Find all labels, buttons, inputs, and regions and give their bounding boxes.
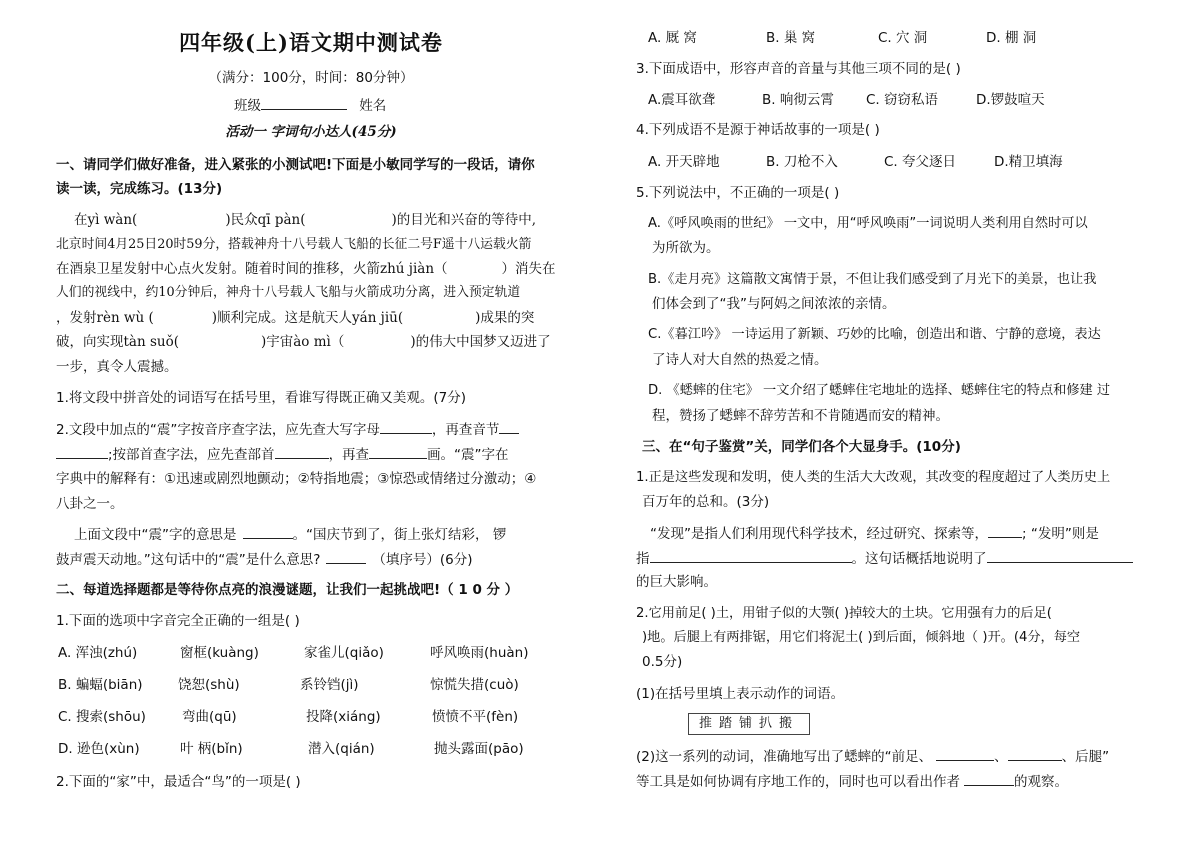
s1-question2-line6 (56, 549, 473, 570)
answer-blank[interactable] (326, 549, 366, 564)
option-item: C. 穴 洞 (878, 30, 928, 46)
question-text: 。“国庆节到了，街上张灯结彩， 锣 (292, 527, 507, 543)
passage-text: )的伟大中国梦又迈进了 (410, 334, 551, 350)
answer-blank[interactable] (369, 444, 427, 459)
class-label: 班级 (234, 98, 261, 114)
question-text: ; “发明”则是 (1022, 526, 1099, 542)
answer-blank[interactable] (380, 419, 432, 434)
answer-blank[interactable] (987, 548, 1133, 563)
option-item: A. 开天辟地 (648, 154, 720, 170)
answer-blank[interactable] (243, 524, 293, 539)
s2-question4: 4.下列成语不是源于神话故事的一项是( ) (636, 122, 880, 138)
question-text: 等工具是如何协调有序地工作的，同时也可以看出作者 (636, 774, 960, 790)
question-text: 。这句话概括地说明了 (851, 551, 987, 567)
option-item: 愤愤不平(fèn) (432, 709, 519, 725)
passage-line1 (74, 210, 536, 230)
question-text: (2)这一系列的动词，准确地写出了蟋蟀的“前足、 (636, 749, 933, 765)
answer-blank[interactable] (936, 746, 994, 761)
option-item: C. 窃窃私语 (866, 92, 939, 108)
option-item: 投降(xiáng) (306, 709, 381, 725)
q5-option-d-line1: D. 《蟋蟀的住宅》 一文介绍了蟋蟀住宅地址的选择、蟋蟀住宅的特点和修建 过 (648, 383, 1111, 398)
passage-text: )宇宙ào mì（ (260, 334, 345, 350)
passage-text: )成果的突 (475, 310, 535, 326)
passage-line5 (56, 308, 534, 328)
q5-option-b-line1: B.《走月亮》这篇散文寓情于景，不但让我们感受到了月光下的美景，也让我 (648, 272, 1097, 287)
answer-blank[interactable] (988, 523, 1022, 538)
q5-option-b-line2: 们体会到了“我”与阿妈之间浓浓的亲情。 (652, 296, 896, 312)
question-text: ，再查 (328, 447, 370, 463)
passage-line3 (56, 259, 556, 279)
option-item: 饶恕(shù) (178, 677, 240, 693)
question-text: 、 (994, 749, 1008, 765)
s1-question2-line1 (56, 419, 519, 440)
answer-blank[interactable] (56, 444, 108, 459)
option-item: C. 夸父逐日 (884, 154, 957, 170)
question-text: 鼓声震天动地。”这句话中的“震”是什么意思? (56, 552, 321, 568)
section1-heading-line1: 一、请同学们做好准备，进入紧张的小测试吧!下面是小敏同学写的一段话，请你 (56, 157, 535, 173)
answer-blank[interactable] (650, 548, 852, 563)
q5-option-a-line2: 为所欲为。 (652, 240, 720, 256)
s1-question2-line5 (74, 524, 506, 545)
question-text: “发现”是指人们利用现代科学技术，经过研究、探索等， (650, 526, 988, 542)
option-item: D. 逊色(xùn) (58, 741, 140, 757)
passage-text: ）消失在 (501, 261, 556, 277)
answer-blank[interactable] (1008, 746, 1062, 761)
s2-question2: 2.下面的“家”中，最适合“鸟”的一项是( ) (56, 774, 301, 790)
question-text: 的观察。 (1014, 774, 1068, 790)
question-text: ;按部首查字法，应先查部首 (108, 447, 275, 463)
passage-line6 (56, 332, 551, 352)
option-item: 惊慌失措(cuò) (430, 677, 519, 693)
s2-question3: 3.下面成语中，形容声音的音量与其他三项不同的是( ) (636, 61, 961, 77)
question-text: 上面文段中“震”字的意思是 (74, 527, 237, 543)
question-text: 、后腿” (1061, 749, 1110, 765)
passage-text: )顺利完成。这是航天人yán jiū( (211, 310, 404, 326)
s3-question2-line3: 0.5分) (642, 654, 683, 670)
passage-text: 在yì wàn( (74, 212, 138, 228)
question-text: 2.文段中加点的“震”字按音序查字法，应先查大写字母 (56, 422, 380, 438)
question-text: 画。“震”字在 (427, 447, 509, 463)
option-item: 窗框(kuàng) (180, 645, 259, 661)
option-item: B. 刀枪不入 (766, 154, 838, 170)
s3-question2-line2: )地。后腿上有两排锯，用它们将泥土( )到后面，倾斜地（ )开。(4分，每空 (642, 630, 1081, 645)
option-item: B. 蝙蝠(biān) (58, 677, 143, 693)
s3-question2-line1: 2.它用前足( )土，用钳子似的大颚( )掉较大的土块。它用强有力的后足( (636, 606, 1052, 621)
option-item: D.精卫填海 (994, 154, 1063, 170)
passage-text: 破，向实现tàn suǒ( (56, 334, 179, 350)
passage-line7: 一步，真令人震撼。 (56, 359, 178, 375)
class-name-line (234, 95, 386, 116)
section3-heading: 三、在“句子鉴赏”关，同学们各个大显身手。(10分) (642, 439, 961, 455)
option-item: A.震耳欲聋 (648, 92, 716, 108)
question-text: ，再查音节 (431, 422, 500, 438)
s2-question1: 1.下面的选项中字音完全正确的一组是( ) (56, 613, 300, 629)
option-item: 系铃铛(jì) (300, 677, 359, 693)
section2-heading: 二、每道选择题都是等待你点亮的浪漫谜题，让我们一起挑战吧!（ 1 0 分 ） (56, 582, 519, 598)
q5-option-c-line1: C.《暮江吟》 一诗运用了新颖、巧妙的比喻，创造出和谐、宁静的意境，表达 (648, 327, 1101, 342)
s3-question1-line4 (636, 548, 1133, 569)
passage-text: )的目光和兴奋的等待中, (391, 212, 537, 228)
option-item: B. 巢 窝 (766, 30, 816, 46)
question-text: 指 (636, 551, 650, 567)
exam-subtitle: （满分：100分，时间：80分钟） (208, 70, 414, 86)
page-title: 四年级(上)语文期中测试卷 (179, 30, 443, 55)
section1-heading-line2: 读一读，完成练习。(13分) (56, 181, 223, 197)
passage-text: 在酒泉卫星发射中心点火发射。随着时间的推移，火箭zhú jiàn（ (56, 261, 448, 277)
option-item: 家雀儿(qiǎo) (304, 645, 384, 661)
s3-question1-line3 (650, 523, 1099, 544)
answer-blank[interactable] (499, 419, 519, 434)
option-item: 潜入(qián) (308, 741, 375, 757)
s3-question2-sub1: (1)在括号里填上表示动作的词语。 (636, 686, 845, 702)
s1-question1: 1.将文段中拼音处的词语写在括号里，看谁写得既正确又美观。(7分) (56, 390, 467, 406)
option-item: 呼风唤雨(huàn) (430, 645, 529, 661)
option-item: A. 厩 窝 (648, 30, 697, 46)
s3-question2-sub2-line1 (636, 746, 1109, 767)
s3-question1-line2: 百万年的总和。(3分) (642, 494, 770, 510)
question-text: （填序号）(6分) (372, 552, 473, 568)
s1-question2-line4: 八卦之一。 (56, 496, 124, 512)
q5-option-a-line1: A.《呼风唤雨的世纪》 一文中，用“呼风唤雨”一词说明人类利用自然时可以 (648, 216, 1088, 231)
s3-question1-line5: 的巨大影响。 (636, 574, 717, 590)
s3-question1-line1: 1.正是这些发现和发明，使人类的生活大大改观，其改变的程度超过了人类历史上 (636, 470, 1111, 485)
passage-line4: 人们的视线中，约10分钟后，神舟十八号载人飞船与火箭成功分离，进入预定轨道 (56, 285, 521, 300)
option-item: D. 棚 洞 (986, 30, 1037, 46)
option-item: 抛头露面(pāo) (434, 741, 524, 757)
passage-line2: 北京时间4月25日20时59分，搭载神舟十八号载人飞船的长征二号F遥十八运载火箭 (56, 237, 532, 252)
class-blank[interactable] (261, 95, 347, 110)
s3-question2-sub2-line2 (636, 771, 1068, 792)
s1-question2-line3: 字典中的解释有：①迅速或剧烈地颤动；②特指地震；③惊恐或情绪过分激动；④ (56, 471, 537, 487)
option-item: C. 搜索(shōu) (58, 709, 146, 725)
s2-question5: 5.下列说法中，不正确的一项是( ) (636, 185, 840, 201)
option-item: 叶 柄(bǐn) (180, 741, 243, 757)
word-bank-box: 推踏铺扒搬 (688, 713, 810, 735)
option-item: 弯曲(qū) (182, 709, 237, 725)
s1-question2-line2 (56, 444, 509, 465)
option-item: B. 响彻云霄 (762, 92, 834, 108)
option-item: D.锣鼓喧天 (976, 92, 1045, 108)
option-item: A. 浑浊(zhú) (58, 645, 138, 661)
name-label: 姓名 (359, 98, 387, 114)
passage-text: ，发射rèn wù ( (56, 310, 154, 326)
q5-option-c-line2: 了诗人对大自然的热爱之情。 (652, 352, 828, 368)
q5-option-d-line2: 程，赞扬了蟋蟀不辞劳苦和不肯随遇而安的精神。 (652, 408, 949, 424)
answer-blank[interactable] (964, 771, 1014, 786)
passage-text: )民众qī pàn( (225, 212, 306, 228)
answer-blank[interactable] (275, 444, 329, 459)
activity-heading: 活动一 字词句小达人(45分) (225, 124, 397, 140)
